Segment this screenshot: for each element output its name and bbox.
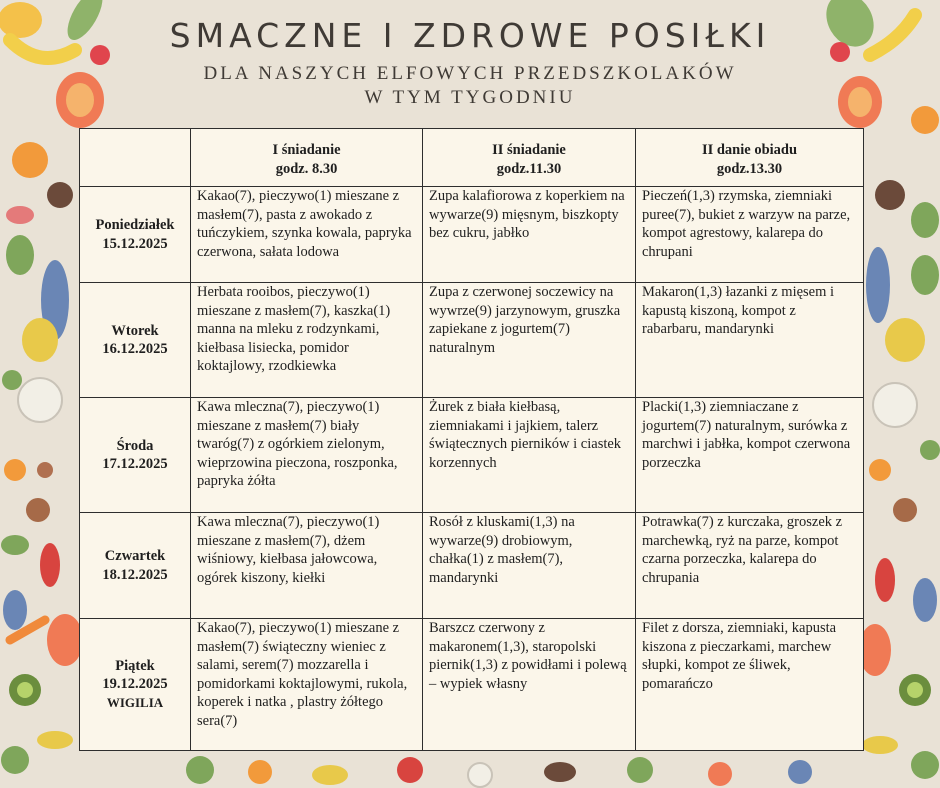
column-time: godz.13.30 [716,160,783,177]
lunch-cell: Filet z dorsza, ziemniaki, kapusta kiszona z pieczarkami, marchew słupki, kompot ze śliwek, pomarańczo [636,619,864,751]
day-cell [80,398,191,513]
subtitle-line-1: DLA NASZYCH ELFOWYCH PRZEDSZKOLAKÓW [203,63,737,84]
day-cell [80,283,191,398]
subtitle-line-2: W TYM TYGODNIU [364,87,576,108]
table-row [80,187,864,283]
day-cell [80,619,191,751]
column-header-breakfast2 [423,129,636,187]
table-row [80,619,864,751]
column-name: II danie obiadu [701,142,798,158]
day-date: 15.12.2025 [102,235,168,252]
day-name: Środa [116,437,154,454]
breakfast1-cell: Kawa mleczna(7), pieczywo(1) mieszane z masłem(7), dżem wiśniowy, kiełbasa jałowcowa, ogórek kiszony, kiełki [191,513,423,619]
column-time: godz. 8.30 [275,160,338,177]
day-date: 16.12.2025 [102,341,168,357]
breakfast1-cell: Kakao(7), pieczywo(1) mieszane z masłem(7) świąteczny wieniec z salami, serem(7) mozzarella i pomidorkami koktajlowymi, rukola, koperek i natka , plastry żółtego sera(7) [191,619,423,751]
column-time: godz.11.30 [496,160,562,177]
day-name: Czwartek [104,548,166,564]
corner-cell [80,129,191,187]
day-cell [80,187,191,283]
table-header-row [80,129,864,187]
column-name: II śniadanie [492,142,566,158]
breakfast2-cell: Żurek z biała kiełbasą, ziemniakami i jajkiem, talerz świątecznych pierników i ciastek korzennych [423,398,636,513]
column-header-lunch [636,129,864,187]
menu-table [79,128,864,751]
day-date: 19.12.2025 [102,676,168,693]
table-row [80,398,864,513]
day-name: Wtorek [111,322,159,339]
day-name: Poniedziałek [95,217,175,233]
breakfast1-cell: Kawa mleczna(7), pieczywo(1) mieszane z masłem(7) biały twaróg(7) z ogórkiem zielonym, wieprzowina pieczona, roszponka, papryka żółta [191,398,423,513]
page-subtitle [0,62,940,110]
day-note: WIGILIA [106,694,164,710]
breakfast2-cell: Zupa kalafiorowa z koperkiem na wywarze(9) mięsnym, biszkopty bez cukru, jabłko [423,187,636,283]
breakfast2-cell: Zupa z czerwonej soczewicy na wywrze(9) jarzynowym, gruszka zapiekane z jogurtem(7) naturalnym [423,283,636,398]
breakfast1-cell: Kakao(7), pieczywo(1) mieszane z masłem(7), pasta z awokado z tuńczykiem, szynka kowala, papryka czerwona, sałata lodowa [191,187,423,283]
day-date: 18.12.2025 [102,566,168,583]
lunch-cell: Pieczeń(1,3) rzymska, ziemniaki puree(7), bukiet z warzyw na parze, kompot agrestowy, kalarepa do chrupani [636,187,864,283]
lunch-cell: Makaron(1,3) łazanki z mięsem i kapustą kiszoną, kompot z rabarbaru, mandarynki [636,283,864,398]
table-row [80,283,864,398]
lunch-cell: Placki(1,3) ziemniaczane z jogurtem(7) naturalnym, surówka z marchwi i jabłka, kompot czerwona porzeczka [636,398,864,513]
day-name: Piątek [115,657,155,674]
column-name: I śniadanie [272,142,341,158]
table-row [80,513,864,619]
day-date: 17.12.2025 [102,456,168,472]
breakfast2-cell: Rosół z kluskami(1,3) na wywarze(9) drobiowym, chałka(1) z masłem(7), mandarynki [423,513,636,619]
breakfast2-cell: Barszcz czerwony z makaronem(1,3), staropolski piernik(1,3) z powidłami i polewą – wypiek własny [423,619,636,751]
day-cell [80,513,191,619]
column-header-breakfast1 [191,129,423,187]
lunch-cell: Potrawka(7) z kurczaka, groszek z marchewką, ryż na parze, kompot czarna porzeczka, kalarepa do chrupania [636,513,864,619]
bottom-food-illustrations [186,756,812,787]
breakfast1-cell: Herbata rooibos, pieczywo(1) mieszane z masłem(7), kaszka(1) manna na mleku z rodzynkami, kiełbasa lisiecka, pomidor koktajlowy, rzodkiewka [191,283,423,398]
page-title: SMACZNE I ZDROWE POSIŁKI [169,16,771,55]
